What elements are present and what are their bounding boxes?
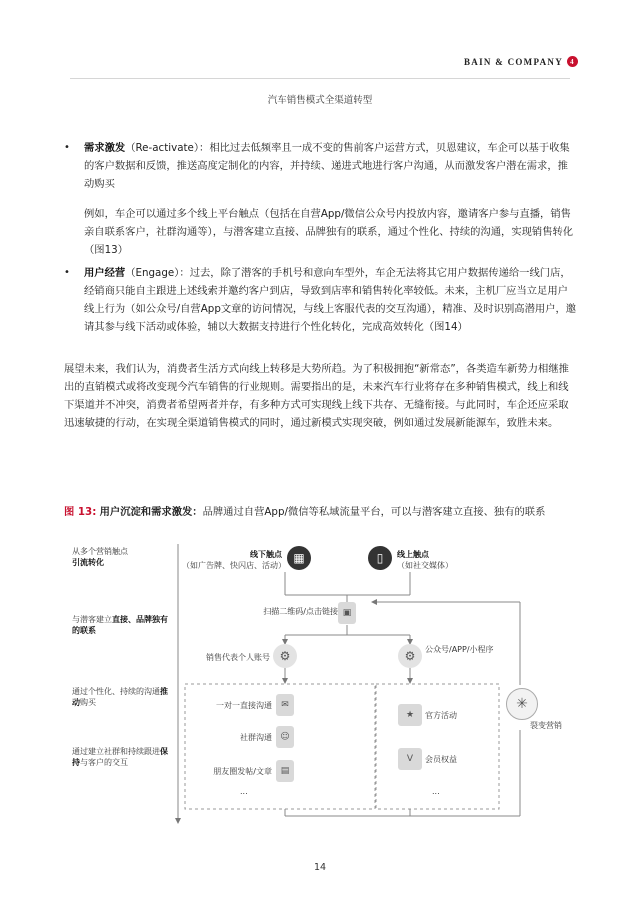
bullet-term-en: （Engage）： (125, 267, 190, 279)
bullet-term: 用户经营 (84, 267, 126, 279)
brand-logo (464, 56, 578, 67)
bullet-dot-icon: • (64, 267, 70, 278)
example-paragraph: 例如，车企可以通过多个线上平台触点（包括在自营App/微信公众号内投放内容，邀请客户参与直播，销售亲自联系客户，社群沟通等），与潜客建立直接、品牌独有的联系，通过个性化、持续的沟通，实现销售转化（图13） (84, 208, 574, 256)
outlook-paragraph: 展望未来，我们认为，消费者生活方式向线上转移是大势所趋。为了积极拥抱“新常态”，各类造车新势力相继推出的直销模式或将改变现今汽车销售的行业规则。需要指出的是，未来汽车行业将存在多种销售模式，线上和线下渠道并不冲突，消费者希望两者并存，有多种方式可实现线上线下共存、无缝衔接。与此同时，车企还应采取迅速敏捷的行动，在实现全渠道销售模式的同时，通过新模式实现突破，例如通过发展新能源车，致胜未来。 (64, 363, 569, 429)
phone-post-icon: ▤ (276, 760, 294, 782)
left-item-more: ... (240, 787, 248, 796)
chat-icon: ✉ (276, 694, 294, 716)
fission-network-icon: ✳ (506, 688, 538, 720)
stage-4-label: 通过建立社群和持续跟进保持与客户的交互 (72, 747, 168, 767)
official-account-label: 公众号/APP/小程序 (425, 645, 494, 654)
bullet-engage (64, 264, 578, 336)
page-number: 14 (313, 862, 327, 873)
figure-caption (64, 503, 578, 521)
billboard-icon: ▦ (287, 546, 311, 570)
online-touchpoint-label: 线上触点 （如社交媒体） (397, 550, 453, 570)
right-item-1: 官方活动 (425, 711, 457, 720)
scan-link-label: 扫描二维码/点击链接 (263, 607, 338, 616)
figure-number: 图 13: (64, 506, 97, 518)
fission-marketing-label: 裂变营销 (530, 721, 562, 730)
document-title: 汽车销售模式全渠道转型 (267, 95, 373, 106)
brand-mark-icon: 4 (567, 56, 578, 67)
gear-icon: ⚙ (398, 644, 422, 668)
right-item-2: 会员权益 (425, 755, 457, 764)
stage-1-label: 从多个营销触点 引流转化 (72, 547, 128, 567)
header-divider (70, 78, 570, 79)
group-icon: ☺ (276, 726, 294, 748)
left-item-3: 朋友圈发帖/文章 (213, 767, 272, 776)
left-item-2: 社群沟通 (240, 733, 272, 742)
figure-title: 用户沉淀和需求激发： (99, 506, 203, 518)
right-item-more: ... (432, 787, 440, 796)
bullet-dot-icon: • (64, 142, 70, 153)
bullet-term-en: （Re-activate）： (125, 142, 210, 154)
figure-description: 品牌通过自营App/微信等私域流量平台，可以与潜客建立直接、独有的联系 (202, 506, 546, 518)
vip-card-icon: V (398, 748, 422, 770)
brand-name: BAIN & COMPANY (463, 56, 563, 67)
qr-code-icon: ▣ (338, 602, 356, 624)
channel-diagram (60, 540, 580, 830)
event-icon: ★ (398, 704, 422, 726)
gear-icon: ⚙ (273, 644, 297, 668)
bullet-term: 需求激发 (84, 142, 126, 154)
bullet-body: 过去，除了潜客的手机号和意向车型外，车企无法将其它用户数据传递给一线门店，经销商只能自主跟进上述线索并邀约客户到店，导致到店率和销售转化率较低。未来，主机厂应当立足用户线上行为（如公众号/自营App文章的访问情况，与线上客服代表的交互沟通），精准、及时识别高潜用户，邀请其参与线下活动或体验，辅以大数据支持进行个性化转化，完成高效转化（图14） (84, 267, 577, 333)
stage-3-label: 通过个性化、持续的沟通推动购买 (72, 687, 168, 707)
stage-2-label: 与潜客建立直接、品牌独有的联系 (72, 615, 168, 635)
sales-account-label: 销售代表个人账号 (206, 653, 270, 662)
left-item-1: 一对一直接沟通 (216, 701, 272, 710)
bullet-body: 相比过去低频率且一成不变的售前客户运营方式，贝恩建议，车企可以基于收集的客户数据和反馈，推送高度定制化的内容，并持续、递进式地进行客户沟通，从而激发客户潜在需求，推动购买 (84, 142, 570, 190)
offline-touchpoint-label: 线下触点 （如广告牌、快闪店、活动） (182, 550, 286, 570)
bullet-reactivate (64, 139, 578, 193)
diagram-connectors (60, 540, 580, 830)
mobile-social-icon: ▯ (368, 546, 392, 570)
